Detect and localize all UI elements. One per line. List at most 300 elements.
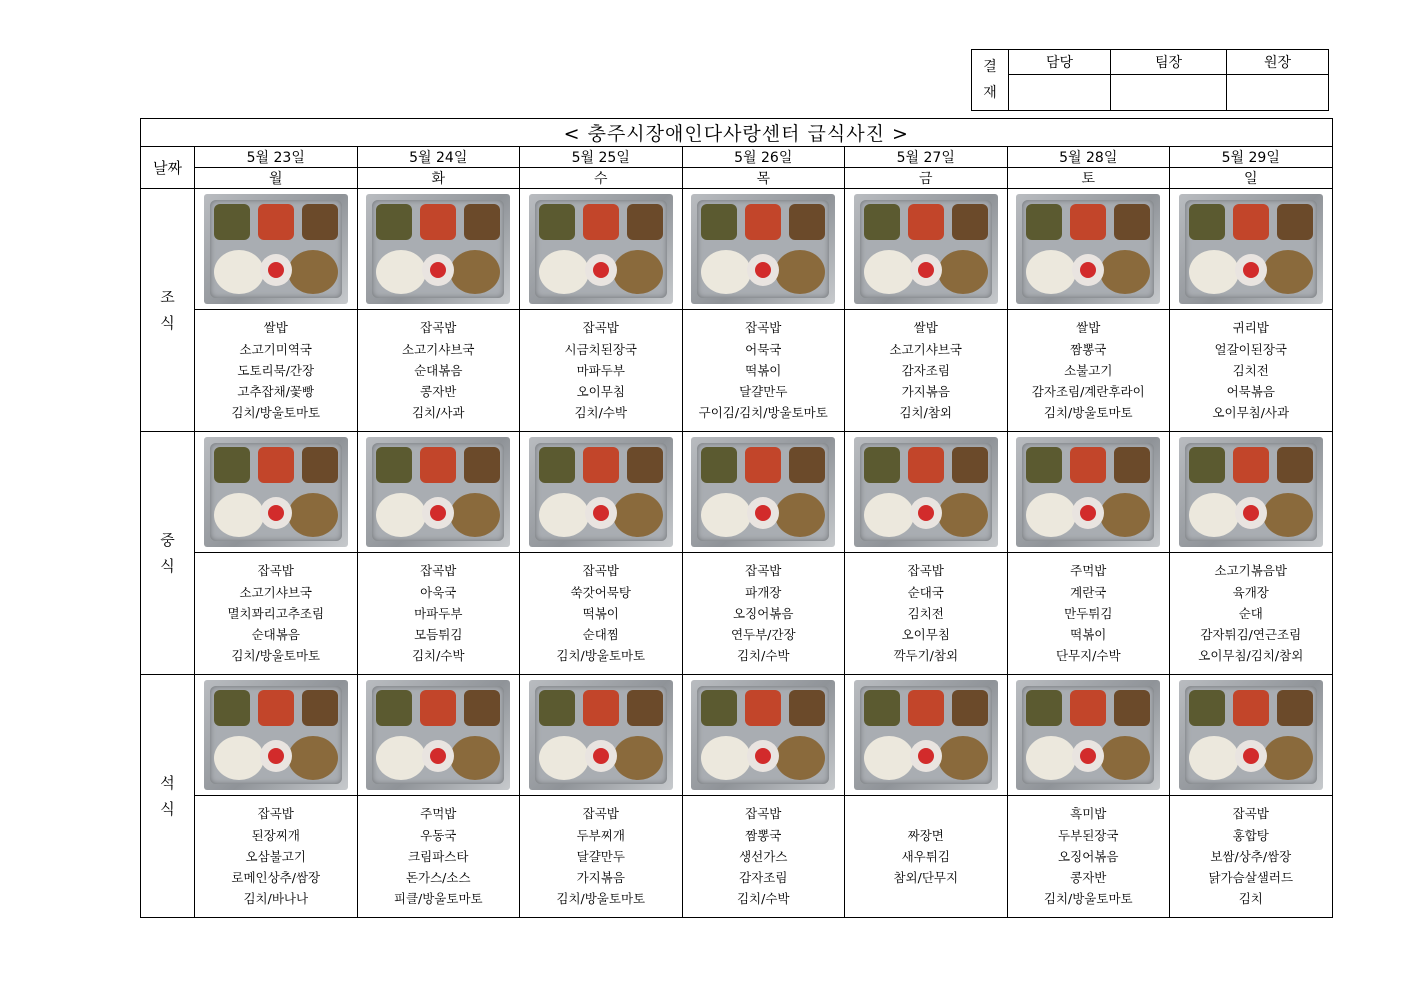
menu-item: 닭가슴살샐러드 (1208, 870, 1294, 886)
soup-bowl (450, 736, 500, 780)
fruit-plate (747, 740, 779, 772)
weekday-cell: 금 (845, 168, 1008, 189)
rice-bowl (376, 250, 426, 294)
menu-item: 김치/참외 (899, 405, 952, 421)
meal-tray-photo[interactable] (366, 437, 510, 547)
menu-item: 김치/방울토마토 (231, 405, 321, 421)
meal-photo-cell (1007, 189, 1170, 310)
menu-item: 오이무침/사과 (1212, 405, 1290, 421)
fruit-plate (1072, 740, 1104, 772)
side-dish-2 (583, 690, 619, 726)
menu-item: 오징어볶음 (1058, 848, 1119, 864)
meal-photo-cell (195, 189, 358, 310)
menu-item: 김치전 (1232, 362, 1269, 378)
menu-item: 달걀만두 (576, 848, 625, 864)
menu-item: 도토리묵/간장 (237, 362, 315, 378)
approval-header-team-lead: 팀장 (1111, 50, 1227, 75)
meal-photo-cell (357, 675, 520, 796)
approval-sign-director[interactable] (1227, 75, 1329, 111)
meal-photo-table (140, 118, 1333, 918)
meal-photo-cell (520, 675, 683, 796)
side-dish-2 (1070, 447, 1106, 483)
menu-item: 잡곡밥 (582, 563, 619, 579)
menu-cell (845, 553, 1008, 675)
rice-bowl (1189, 736, 1239, 780)
soup-bowl (1100, 736, 1150, 780)
menu-item: 소고기샤브국 (889, 341, 962, 357)
fruit-plate (585, 497, 617, 529)
menu-item: 쑥갓어묵탕 (570, 584, 631, 600)
menu-item: 두부찌개 (576, 827, 625, 843)
menu-item: 구이김/김치/방울토마토 (698, 405, 828, 421)
side-dish-2 (1070, 690, 1106, 726)
menu-item: 연두부/간장 (730, 627, 796, 643)
date-cell: 5월 26일 (682, 147, 845, 168)
fruit-plate (1235, 497, 1267, 529)
menu-item: 만두튀김 (1064, 605, 1113, 621)
date-header: 날짜 (141, 147, 195, 189)
fruit-plate (747, 497, 779, 529)
menu-item: 단무지/수박 (1055, 648, 1121, 664)
meal-photo-cell (1007, 675, 1170, 796)
fruit-plate (1235, 254, 1267, 286)
side-dish-3 (1277, 690, 1313, 726)
menu-item: 마파두부 (414, 605, 463, 621)
approval-sign-team-lead[interactable] (1111, 75, 1227, 111)
menu-item: 잡곡밥 (1232, 806, 1269, 822)
menu-item: 쌀밥 (1076, 320, 1101, 336)
meal-tray-photo[interactable] (529, 437, 673, 547)
menu-item: 감자조림/계란후라이 (1031, 384, 1145, 400)
menu-item: 소고기샤브국 (402, 341, 475, 357)
menu-item: 오이무침 (901, 627, 950, 643)
meal-tray-photo[interactable] (1016, 194, 1160, 304)
menu-item: 시금치된장국 (564, 341, 637, 357)
menu-item: 김치 (1238, 891, 1263, 907)
date-cell: 5월 27일 (845, 147, 1008, 168)
side-dish-2 (1233, 447, 1269, 483)
menu-item: 어묵볶음 (1226, 384, 1275, 400)
side-dish-1 (1026, 447, 1062, 483)
menu-item: 오이무침/김치/참외 (1198, 648, 1304, 664)
menu-item: 콩자반 (420, 384, 457, 400)
side-dish-3 (789, 447, 825, 483)
date-cell: 5월 24일 (357, 147, 520, 168)
menu-cell (195, 796, 358, 918)
menu-item: 계란국 (1070, 584, 1107, 600)
soup-bowl (1263, 493, 1313, 537)
meal-photo-cell (682, 189, 845, 310)
menu-item: 순대찜 (582, 627, 619, 643)
side-dish-3 (789, 690, 825, 726)
side-dish-1 (1189, 447, 1225, 483)
side-dish-3 (627, 204, 663, 240)
side-dish-2 (745, 204, 781, 240)
meal-photo-cell (1170, 432, 1333, 553)
page-title: < 충주시장애인다사랑센터 급식사진 > (141, 119, 1333, 147)
meal-photo-cell (1007, 432, 1170, 553)
side-dish-2 (258, 204, 294, 240)
menu-item: 잡곡밥 (257, 563, 294, 579)
fruit-plate (422, 740, 454, 772)
fruit-plate (260, 497, 292, 529)
meal-photo-cell (845, 432, 1008, 553)
meal-tray-photo[interactable] (366, 194, 510, 304)
menu-item: 피클/방울토마토 (393, 891, 483, 907)
meal-tray-photo[interactable] (529, 194, 673, 304)
side-dish-1 (864, 447, 900, 483)
soup-bowl (288, 736, 338, 780)
fruit-plate (910, 740, 942, 772)
side-dish-1 (214, 690, 250, 726)
side-dish-2 (908, 447, 944, 483)
menu-item: 깍두기/참외 (893, 648, 959, 664)
menu-item: 소불고기 (1064, 362, 1113, 378)
fruit-plate (585, 740, 617, 772)
menu-item: 잡곡밥 (745, 320, 782, 336)
rice-bowl (376, 736, 426, 780)
rice-bowl (214, 736, 264, 780)
weekday-cell: 목 (682, 168, 845, 189)
menu-item: 고추잡채/꽃빵 (237, 384, 315, 400)
menu-item: 순대볶음 (251, 627, 300, 643)
side-dish-1 (701, 690, 737, 726)
menu-item: 잡곡밥 (745, 563, 782, 579)
soup-bowl (775, 250, 825, 294)
menu-item: 순대 (1238, 605, 1263, 621)
rice-bowl (214, 493, 264, 537)
side-dish-1 (539, 204, 575, 240)
menu-item: 소고기볶음밥 (1214, 563, 1287, 579)
meal-tray-photo[interactable] (204, 680, 348, 790)
date-cell: 5월 29일 (1170, 147, 1333, 168)
meal-tray-photo[interactable] (1016, 680, 1160, 790)
soup-bowl (450, 493, 500, 537)
menu-item: 순대볶음 (414, 362, 463, 378)
rice-bowl (864, 250, 914, 294)
menu-item: 홍합탕 (1232, 827, 1269, 843)
menu-item: 새우튀김 (901, 848, 950, 864)
rice-bowl (864, 493, 914, 537)
menu-item: 귀리밥 (1232, 320, 1269, 336)
menu-cell (845, 310, 1008, 432)
soup-bowl (613, 736, 663, 780)
menu-item: 오이무침 (576, 384, 625, 400)
side-dish-1 (701, 204, 737, 240)
side-dish-2 (1233, 204, 1269, 240)
menu-cell (682, 310, 845, 432)
meal-tray-photo[interactable] (691, 680, 835, 790)
menu-cell (1007, 553, 1170, 675)
approval-header-staff: 담당 (1009, 50, 1111, 75)
weekday-cell: 화 (357, 168, 520, 189)
fruit-plate (422, 254, 454, 286)
side-dish-3 (627, 447, 663, 483)
side-dish-2 (583, 447, 619, 483)
menu-item: 돈가스/소스 (405, 870, 471, 886)
menu-item: 마파두부 (576, 362, 625, 378)
side-dish-3 (1277, 447, 1313, 483)
menu-cell (520, 310, 683, 432)
side-dish-3 (952, 690, 988, 726)
meal-tray-photo[interactable] (854, 194, 998, 304)
menu-item: 아욱국 (420, 584, 457, 600)
fruit-plate (910, 497, 942, 529)
soup-bowl (1100, 493, 1150, 537)
side-dish-1 (214, 204, 250, 240)
side-dish-3 (627, 690, 663, 726)
side-dish-1 (539, 690, 575, 726)
side-dish-1 (1026, 690, 1062, 726)
meal-photo-cell (1170, 189, 1333, 310)
date-cell: 5월 25일 (520, 147, 683, 168)
menu-item: 생선가스 (739, 848, 788, 864)
meal-photo-cell (845, 189, 1008, 310)
menu-item: 소고기샤브국 (239, 584, 312, 600)
menu-cell (357, 553, 520, 675)
side-dish-1 (376, 447, 412, 483)
side-dish-2 (908, 204, 944, 240)
menu-cell (357, 310, 520, 432)
meal-tray-photo[interactable] (1179, 437, 1323, 547)
side-dish-1 (864, 204, 900, 240)
weekday-cell: 월 (195, 168, 358, 189)
side-dish-3 (464, 447, 500, 483)
fruit-plate (1072, 497, 1104, 529)
side-dish-2 (420, 204, 456, 240)
date-cell: 5월 28일 (1007, 147, 1170, 168)
meal-tray-photo[interactable] (1179, 680, 1323, 790)
side-dish-1 (376, 204, 412, 240)
meal-tray-photo[interactable] (204, 437, 348, 547)
side-dish-1 (376, 690, 412, 726)
side-dish-3 (302, 447, 338, 483)
side-dish-2 (258, 690, 294, 726)
menu-item: 가지볶음 (901, 384, 950, 400)
menu-cell (520, 796, 683, 918)
rice-bowl (376, 493, 426, 537)
side-dish-1 (864, 690, 900, 726)
menu-item: 육개장 (1232, 584, 1269, 600)
rice-bowl (1026, 736, 1076, 780)
soup-bowl (938, 250, 988, 294)
side-dish-1 (701, 447, 737, 483)
menu-item: 로메인상추/쌈장 (231, 870, 321, 886)
side-dish-2 (1233, 690, 1269, 726)
menu-item: 짜장면 (907, 827, 944, 843)
meal-tray-photo[interactable] (529, 680, 673, 790)
menu-item: 모듬튀김 (414, 627, 463, 643)
meal-photo-cell (357, 432, 520, 553)
rice-bowl (1026, 493, 1076, 537)
menu-item: 어묵국 (745, 341, 782, 357)
weekday-cell: 수 (520, 168, 683, 189)
fruit-plate (260, 740, 292, 772)
meal-photo-cell (195, 675, 358, 796)
meal-photo-cell (682, 675, 845, 796)
meal-tray-photo[interactable] (854, 680, 998, 790)
side-dish-2 (258, 447, 294, 483)
menu-item: 흑미밥 (1070, 806, 1107, 822)
menu-item: 얼갈이된장국 (1214, 341, 1287, 357)
approval-header-director: 원장 (1227, 50, 1329, 75)
fruit-plate (910, 254, 942, 286)
menu-item: 짬뽕국 (1070, 341, 1107, 357)
side-dish-1 (1026, 204, 1062, 240)
menu-item: 쌀밥 (263, 320, 288, 336)
menu-item: 크림파스타 (408, 848, 469, 864)
side-dish-1 (214, 447, 250, 483)
menu-item: 떡볶이 (1070, 627, 1107, 643)
rice-bowl (701, 250, 751, 294)
rice-bowl (214, 250, 264, 294)
menu-item: 김치/사과 (411, 405, 465, 421)
soup-bowl (938, 493, 988, 537)
meal-photo-cell (520, 432, 683, 553)
menu-item: 감자조림 (901, 362, 950, 378)
meal-photo-cell (1170, 675, 1333, 796)
rice-bowl (864, 736, 914, 780)
menu-item: 소고기미역국 (239, 341, 312, 357)
menu-item: 쌀밥 (913, 320, 938, 336)
fruit-plate (747, 254, 779, 286)
menu-cell (682, 796, 845, 918)
meal-label: 석 식 (141, 675, 195, 918)
menu-cell (357, 796, 520, 918)
side-dish-3 (952, 447, 988, 483)
rice-bowl (1189, 250, 1239, 294)
approval-label: 결 재 (972, 50, 1009, 111)
soup-bowl (1100, 250, 1150, 294)
fruit-plate (1235, 740, 1267, 772)
meal-tray-photo[interactable] (1016, 437, 1160, 547)
side-dish-3 (1114, 447, 1150, 483)
menu-cell (845, 796, 1008, 918)
menu-item: 떡볶이 (745, 362, 782, 378)
rice-bowl (701, 736, 751, 780)
side-dish-2 (1070, 204, 1106, 240)
side-dish-3 (1114, 690, 1150, 726)
menu-item: 잡곡밥 (420, 320, 457, 336)
rice-bowl (539, 493, 589, 537)
menu-item: 김치/방울토마토 (231, 648, 321, 664)
rice-bowl (539, 250, 589, 294)
menu-cell (195, 310, 358, 432)
menu-item: 김치/바나나 (243, 891, 309, 907)
menu-item: 김치/수박 (574, 405, 627, 421)
soup-bowl (1263, 736, 1313, 780)
menu-item: 김치/수박 (411, 648, 465, 664)
menu-item: 김치/방울토마토 (1043, 405, 1133, 421)
meal-label: 조 식 (141, 189, 195, 432)
side-dish-1 (1189, 690, 1225, 726)
menu-item: 잡곡밥 (582, 806, 619, 822)
side-dish-3 (464, 690, 500, 726)
menu-cell (1170, 553, 1333, 675)
menu-item: 김치/방울토마토 (556, 648, 646, 664)
menu-item: 멸치꽈리고추조림 (227, 605, 325, 621)
side-dish-2 (583, 204, 619, 240)
approval-box (971, 49, 1329, 111)
menu-item: 참외/단무지 (893, 870, 959, 886)
menu-item: 오징어볶음 (733, 605, 794, 621)
soup-bowl (288, 250, 338, 294)
menu-cell (195, 553, 358, 675)
rice-bowl (1189, 493, 1239, 537)
menu-cell (1170, 310, 1333, 432)
approval-sign-staff[interactable] (1009, 75, 1111, 111)
rice-bowl (539, 736, 589, 780)
menu-cell (1170, 796, 1333, 918)
date-cell: 5월 23일 (195, 147, 358, 168)
menu-item: 주먹밥 (1070, 563, 1107, 579)
menu-item: 떡볶이 (582, 605, 619, 621)
side-dish-3 (464, 204, 500, 240)
menu-item: 가지볶음 (576, 870, 625, 886)
weekday-cell: 일 (1170, 168, 1333, 189)
meal-tray-photo[interactable] (691, 194, 835, 304)
menu-item: 콩자반 (1070, 870, 1107, 886)
side-dish-1 (539, 447, 575, 483)
meal-tray-photo[interactable] (204, 194, 348, 304)
menu-item: 된장찌개 (251, 827, 300, 843)
side-dish-3 (302, 204, 338, 240)
meal-photo-cell (845, 675, 1008, 796)
menu-item: 감자조림 (739, 870, 788, 886)
soup-bowl (775, 736, 825, 780)
side-dish-3 (1277, 204, 1313, 240)
soup-bowl (613, 250, 663, 294)
menu-item: 보쌈/상추/쌈장 (1210, 848, 1292, 864)
menu-item: 김치/방울토마토 (1043, 891, 1133, 907)
soup-bowl (775, 493, 825, 537)
side-dish-3 (789, 204, 825, 240)
meal-tray-photo[interactable] (1179, 194, 1323, 304)
menu-item: 김치/방울토마토 (556, 891, 646, 907)
meal-tray-photo[interactable] (366, 680, 510, 790)
meal-photo-cell (195, 432, 358, 553)
meal-label: 중 식 (141, 432, 195, 675)
menu-item: 짬뽕국 (745, 827, 782, 843)
menu-item: 파개장 (745, 584, 782, 600)
menu-item: 잡곡밥 (420, 563, 457, 579)
meal-tray-photo[interactable] (854, 437, 998, 547)
menu-item: 두부된장국 (1058, 827, 1119, 843)
fruit-plate (260, 254, 292, 286)
fruit-plate (422, 497, 454, 529)
meal-photo-cell (357, 189, 520, 310)
side-dish-3 (302, 690, 338, 726)
menu-item: 우동국 (420, 827, 457, 843)
menu-item: 김치전 (907, 605, 944, 621)
menu-item: 달걀만두 (739, 384, 788, 400)
menu-item: 주먹밥 (420, 806, 457, 822)
side-dish-2 (908, 690, 944, 726)
menu-item: 김치/수박 (736, 648, 790, 664)
menu-item: 잡곡밥 (257, 806, 294, 822)
fruit-plate (585, 254, 617, 286)
meal-tray-photo[interactable] (691, 437, 835, 547)
menu-item: 감자튀김/연근조림 (1200, 627, 1302, 643)
menu-item: 오삼불고기 (245, 848, 306, 864)
side-dish-2 (420, 447, 456, 483)
menu-cell (1007, 310, 1170, 432)
side-dish-2 (745, 447, 781, 483)
weekday-cell: 토 (1007, 168, 1170, 189)
soup-bowl (938, 736, 988, 780)
menu-item: 잡곡밥 (907, 563, 944, 579)
menu-cell (1007, 796, 1170, 918)
